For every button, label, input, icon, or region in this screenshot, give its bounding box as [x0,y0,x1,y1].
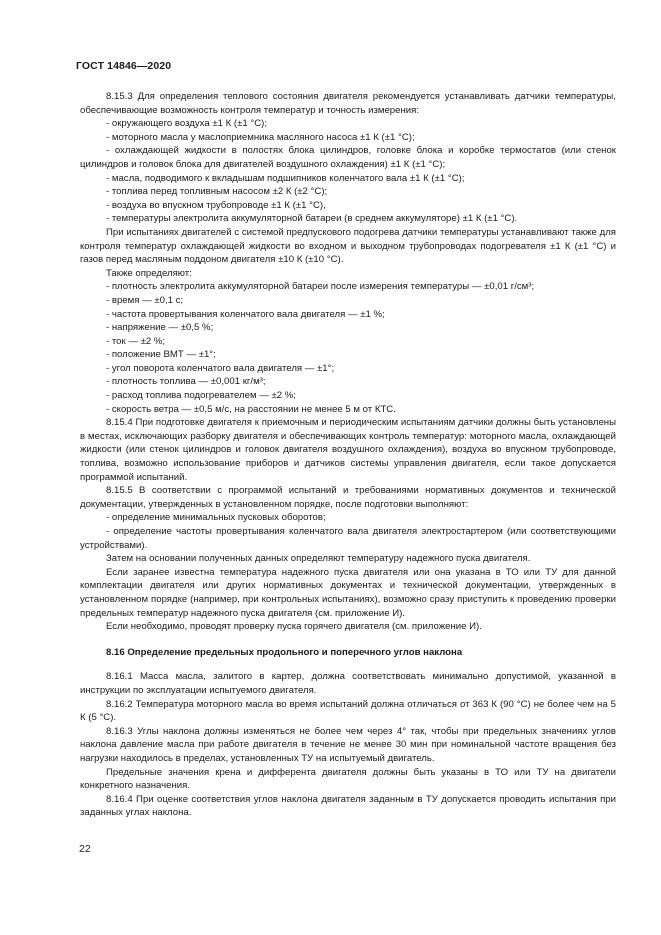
list-item: - ток — ±2 %; [106,335,166,347]
list-item: - охлаждающей жидкости в полостях блока цилиндров, головке блока и коробке термостатов (или стенок цилиндров и головок блока для двигателей воздушного охлаждения) ±1 К (±1 °С); [80,145,616,170]
paragraph: 8.16.2 Температура моторного масла во время испытаний должна отличаться от 363 К (90 °С) не более чем на 5 К (5 °С). [80,698,616,724]
list-item: - скорость ветра — ±0,5 м/с, на расстоянии не менее 5 м от КТС. [106,403,396,415]
paragraph: 8.16.3 Углы наклона должны изменяться не более чем через 4° так, чтобы при предельных значениях углов наклона давление масла при работе двигателя в течение не менее 30 мин при номинальной частоте вращения без нагрузки находилось в пределах, установленных ТУ на испытуемый двигатель. [80,725,616,764]
paragraph: Также определяют: [106,267,192,279]
list-item: - плотность топлива — ±0,001 кг/м³; [106,376,266,388]
list-item: - масла, подводимого к вкладышам подшипников коленчатого вала ±1 К (±1 °С); [106,172,465,184]
paragraph: Если заранее известна температура надежного пуска двигателя или она указана в ТО или ТУ для данной комплектации двигателя или других нормативных документах и технической документации, утвержденных в установленном порядке (например, при контрольных испытаниях), возможно сразу приступить к проведению проверки предельных температур надежного пуска двигателя (см. приложение И). [80,566,616,619]
list-item: - моторного масла у маслоприемника масляного насоса ±1 К (±1 °С); [106,131,415,143]
paragraph: Затем на основании полученных данных определяют температуру надежного пуска двигателя. [106,553,531,565]
page-number: 22 [79,843,91,855]
list-item: - воздуха во впускном трубопроводе ±1 К (±1 °С), [106,199,326,211]
list-item: - угол поворота коленчатого вала двигателя — ±1°; [106,362,335,374]
document-header: ГОСТ 14846—2020 [76,60,172,72]
list-item: - время — ±0,1 с; [106,294,184,306]
paragraph: 8.16.1 Масса масла, залитого в картер, должна соответствовать минимально допустимой, указанной в инструкции по эксплуатации испытуемого двигателя. [80,671,616,696]
list-item: - плотность электролита аккумуляторной батареи после измерения температуры — ±0,01 г/см³; [106,281,535,293]
list-item: - определение минимальных пусковых оборотов; [106,512,326,524]
paragraph: 8.16.4 При оценке соответствия углов наклона двигателя заданным в ТУ допускается проводить испытания при заданных углах наклона. [80,793,616,819]
paragraph: Предельные значения крена и дифферента двигателя должны быть указаны в ТО или ТУ на двигатели конкретного назначения. [80,766,616,792]
list-item: - положение ВМТ — ±1°; [106,349,216,361]
list-item: - напряжение — ±0,5 %; [106,322,214,334]
list-item: - топлива перед топливным насосом ±2 К (±2 °С); [106,186,328,198]
list-item: - окружающего воздуха ±1 К (±1 °С); [106,118,267,130]
list-item: - расход топлива подогревателем — ±2 %; [106,390,296,402]
list-item: - определение частоты провертывания коленчатого вала двигателя электростартером (или соответствующими устройствами). [80,526,616,551]
paragraph: 8.15.5 В соответствии с программой испытаний и требованиями нормативных документов и технической документации, утвержденных в установленном порядке, после подготовки выполняют: [80,485,616,510]
page-body [80,90,616,820]
section-heading: 8.16 Определение предельных продольного и поперечного углов наклона [106,646,463,658]
paragraph: 8.15.3 Для определения теплового состояния двигателя рекомендуется устанавливать датчики температуры, обеспечивающие возможность контроля температур и точность измерения: [80,91,616,116]
list-item: - частота провертывания коленчатого вала двигателя — ±1 %; [106,308,385,320]
list-item: - температуры электролита аккумуляторной батареи (в среднем аккумуляторе) ±1 К (±1 °С). [106,213,518,225]
paragraph: При испытаниях двигателей с системой предпускового подогрева датчики температуры устанавливают также для контроля температур охлаждающей жидкости во входном и выходном трубопроводах подогревателя ±1 К (±1 °С) и газов перед масляным поддоном двигателя ±10 К (±10 °С). [80,226,616,266]
paragraph: Если необходимо, проводят проверку пуска горячего двигателя (см. приложение И). [106,621,482,633]
paragraph: 8.15.4 При подготовке двигателя к приемочным и периодическим испытаниям датчики должны быть установлены в местах, исключающих разборку двигателя и обеспечивающих контроль температур: моторного масла, охлаждающей жидкости (или стенок цилиндров и головок двигателя воздушного охлаждения), воздуха во впускном трубопроводе, топлива, возможно использование приборов и датчиков системы управления двигателя, если такое допускается программой испытаний. [80,417,616,483]
